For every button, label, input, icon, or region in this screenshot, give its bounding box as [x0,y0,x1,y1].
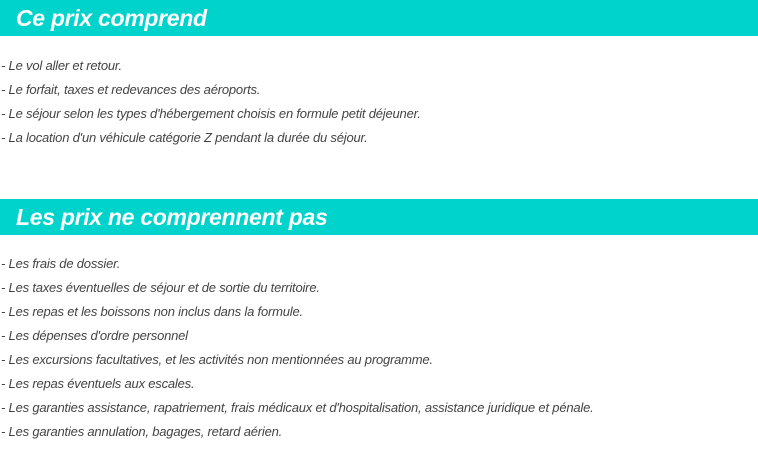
list-item: - Le séjour selon les types d'hébergement choisis en formule petit déjeuner. [1,106,421,121]
list-item: - Le vol aller et retour. [1,58,122,73]
excluded-heading: Les prix ne comprennent pas [0,199,758,235]
list-item: - Les frais de dossier. [1,256,121,271]
list-item: - Les dépenses d'ordre personnel [1,328,188,343]
excluded-list [1,252,594,444]
included-list [1,54,421,150]
list-item: - Les garanties annulation, bagages, retard aérien. [1,424,283,439]
list-item: - Les taxes éventuelles de séjour et de sortie du territoire. [1,280,320,295]
list-item: - Les repas et les boissons non inclus dans la formule. [1,304,303,319]
list-item: - La location d'un véhicule catégorie Z pendant la durée du séjour. [1,130,368,145]
list-item: - Le forfait, taxes et redevances des aéroports. [1,82,261,97]
list-item: - Les garanties assistance, rapatriement, frais médicaux et d'hospitalisation, assistance juridique et pénale. [1,400,594,415]
included-heading: Ce prix comprend [0,0,758,36]
list-item: - Les excursions facultatives, et les activités non mentionnées au programme. [1,352,433,367]
list-item: - Les repas éventuels aux escales. [1,376,195,391]
